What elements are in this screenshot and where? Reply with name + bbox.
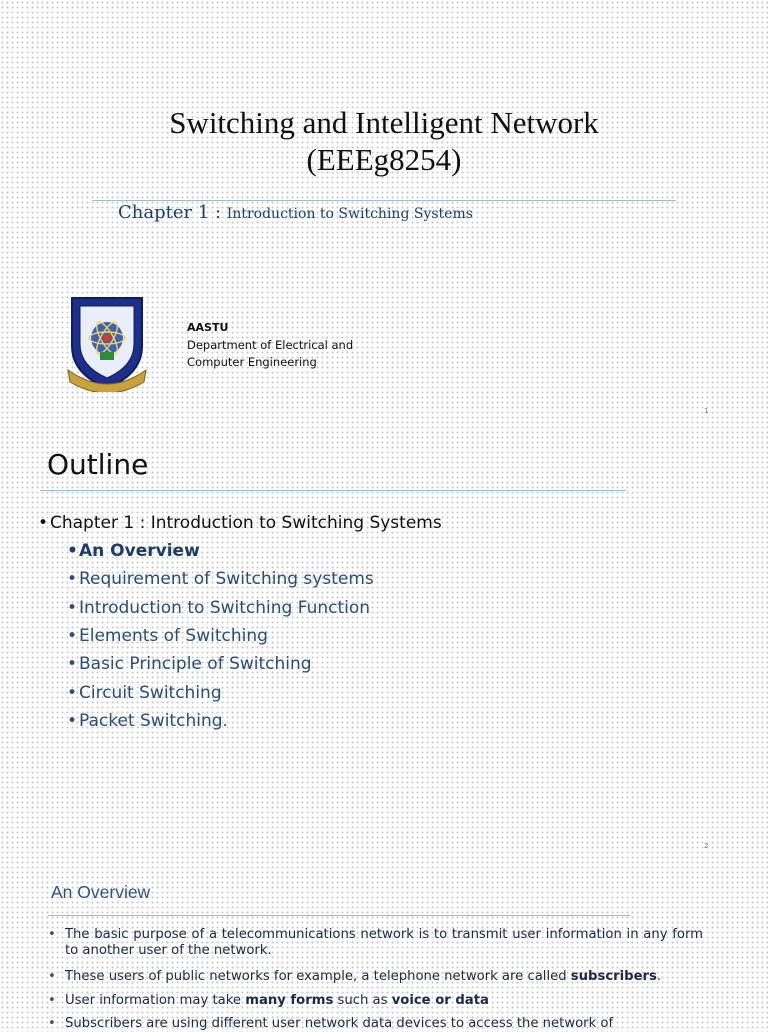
overview-bullet-text: such as <box>333 993 392 1008</box>
outline-subitem-label: Packet Switching. <box>79 711 228 731</box>
slide-outline <box>0 432 768 856</box>
overview-bullet-text: . <box>656 969 662 984</box>
outline-subitem-label: Circuit Switching <box>79 683 222 703</box>
overview-bullet-text: Subscribers are using different user network data devices to access the network of <box>65 1016 614 1031</box>
outline-subitem: •An Overview <box>67 541 200 561</box>
outline-subitem: • Requirement of Switching systems <box>67 569 374 589</box>
outline-subitem: • Introduction to Switching Function <box>67 598 371 618</box>
outline-subitem-label: Basic Principle of Switching <box>79 654 312 674</box>
page-number: 1 <box>704 407 709 415</box>
overview-bullet-text: These users of public networks for example, a telephone network are called <box>65 969 571 984</box>
outline-subitem: • Packet Switching. <box>67 711 228 731</box>
title-divider <box>92 200 676 201</box>
org-dept-line2: Computer Engineering <box>187 355 317 369</box>
slide-title-line2: (EEEg8254) <box>306 142 462 177</box>
page-number: 2 <box>704 842 709 850</box>
slide-title-line1: Switching and Intelligent Network <box>169 105 599 140</box>
slide-title <box>0 0 768 432</box>
outline-subitem: • Basic Principle of Switching <box>67 654 312 674</box>
overview-bullet: • User information may take many forms such as voice or data <box>48 993 489 1008</box>
outline-subitem: • Elements of Switching <box>67 626 268 646</box>
overview-heading: An Overview <box>51 882 151 902</box>
outline-subitem-label: Requirement of Switching systems <box>79 569 374 589</box>
overview-bullet-text: The basic purpose of a telecommunications network is to transmit user information in any form to another user of the network. <box>65 927 703 958</box>
overview-bullet: • The basic purpose of a telecommunications network is to transmit user information in any form to another user of the network. <box>48 927 703 958</box>
outline-item: • Chapter 1 : Introduction to Switching Systems <box>38 513 442 533</box>
university-logo <box>66 294 148 392</box>
outline-subitem-label: Elements of Switching <box>79 626 268 646</box>
slide-overview <box>0 856 768 1031</box>
chapter-subtitle <box>118 202 473 223</box>
org-dept-line1: Department of Electrical and <box>187 338 354 352</box>
org-name: AASTU <box>187 321 229 334</box>
overview-emphasis: voice or data <box>391 993 489 1008</box>
outline-subitem-label: Introduction to Switching Function <box>79 598 371 618</box>
outline-divider <box>40 490 626 491</box>
outline-heading: Outline <box>47 448 149 481</box>
overview-emphasis: many forms <box>245 993 334 1008</box>
overview-emphasis: subscribers <box>570 969 657 984</box>
overview-bullet: • These users of public networks for example, a telephone network are called subscribers. <box>48 969 662 984</box>
overview-divider <box>48 915 630 916</box>
outline-subitem-label: An Overview <box>79 541 200 561</box>
outline-subitem: • Circuit Switching <box>67 683 222 703</box>
overview-bullet-text: User information may take <box>65 993 246 1008</box>
chapter-title: Introduction to Switching Systems <box>226 206 473 222</box>
chapter-lead: Chapter 1 : <box>118 202 227 223</box>
overview-bullet: • Subscribers are using different user network data devices to access the network of <box>48 1016 703 1032</box>
outline-item-label: Chapter 1 : Introduction to Switching Systems <box>50 513 442 533</box>
